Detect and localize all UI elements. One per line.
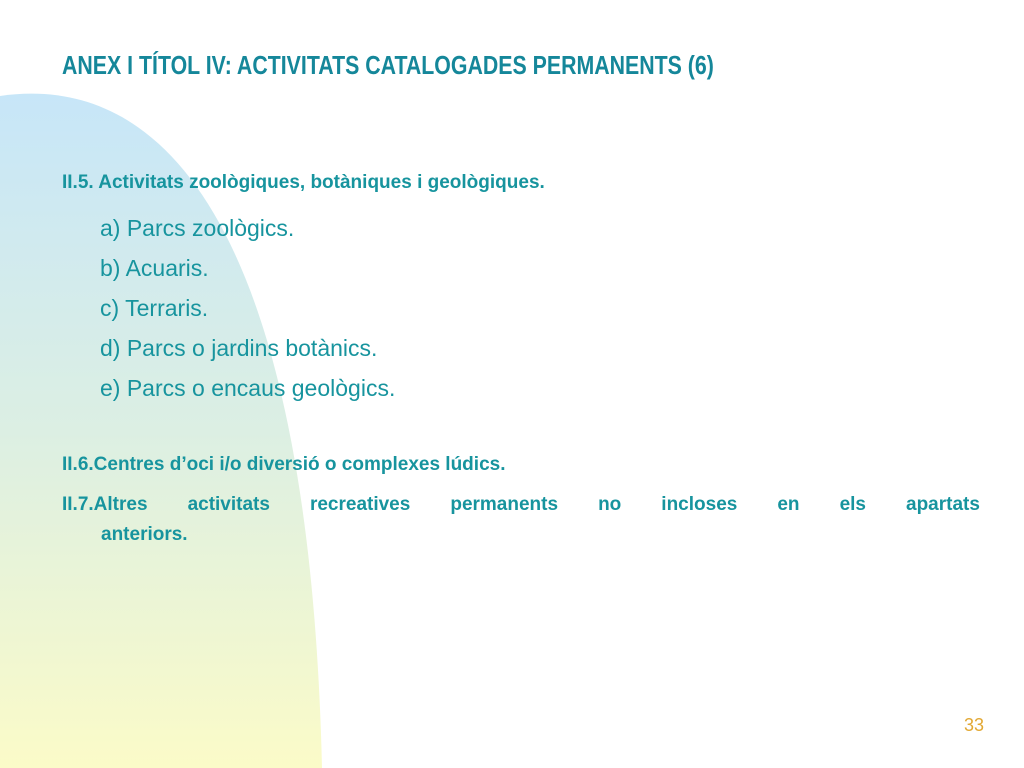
list-item: a) Parcs zoològics. bbox=[100, 215, 295, 241]
section-ii7-first-line bbox=[62, 490, 980, 520]
justified-word: activitats bbox=[187, 494, 270, 515]
justified-word: no bbox=[598, 494, 622, 515]
justified-word: apartats bbox=[906, 494, 980, 515]
section-heading-ii5: II.5. Activitats zoològiques, botàniques i geològiques. bbox=[62, 172, 545, 193]
justified-word: els bbox=[839, 494, 866, 515]
section-heading-ii6: II.6.Centres d’oci i/o diversió o complexes lúdics. bbox=[62, 454, 506, 475]
justified-word: en bbox=[777, 494, 800, 515]
list-item: d) Parcs o jardins botànics. bbox=[100, 335, 378, 361]
section-heading-ii7 bbox=[62, 490, 980, 550]
justified-word: incloses bbox=[661, 494, 738, 515]
activity-list bbox=[100, 208, 395, 408]
page-number: 33 bbox=[964, 715, 985, 735]
justified-word: permanents bbox=[450, 494, 559, 515]
list-item: c) Terraris. bbox=[100, 295, 209, 321]
justified-word: II.7.Altres bbox=[62, 494, 148, 515]
section-ii7-continuation: anteriors. bbox=[101, 524, 188, 545]
justified-word: recreatives bbox=[309, 494, 411, 515]
list-item: b) Acuaris. bbox=[100, 255, 209, 281]
slide-title: ANEX I TÍTOL IV: ACTIVITATS CATALOGADES PERMANENTS (6) bbox=[62, 50, 714, 80]
list-item: e) Parcs o encaus geològics. bbox=[100, 375, 396, 401]
